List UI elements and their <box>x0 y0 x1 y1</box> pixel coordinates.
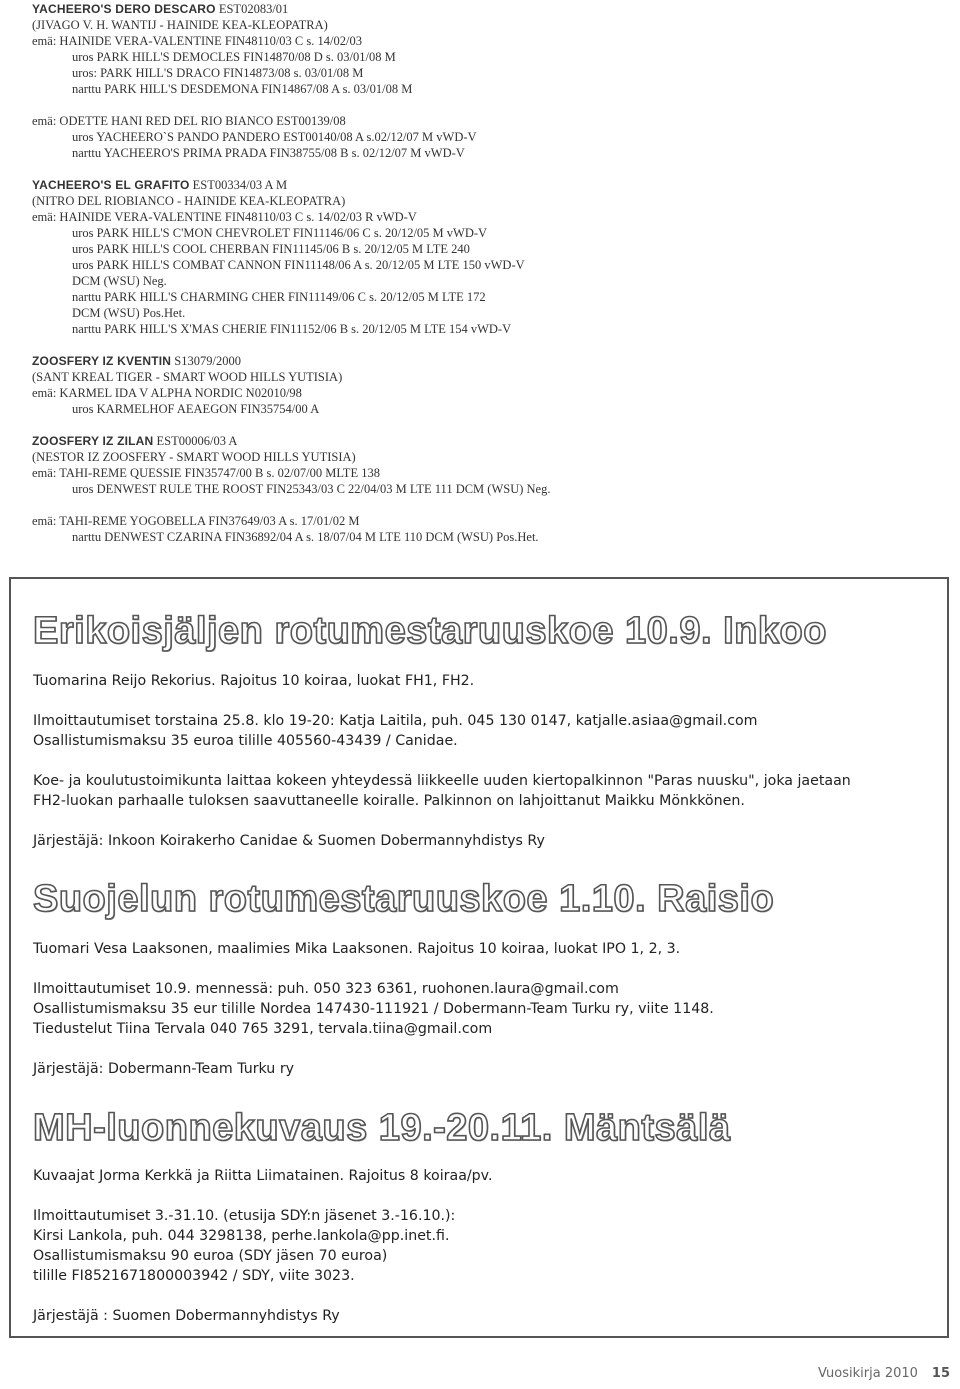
offspring-line: uros PARK HILL'S C'MON CHEVROLET FIN11146/06 C s. 20/12/05 M vWD-V <box>72 226 488 240</box>
event-title: Erikoisjäljen rotumestaruuskoe 10.9. Inkoo <box>33 610 827 652</box>
event-judge-info: Kuvaajat Jorma Kerkkä ja Riitta Liimatainen. Rajoitus 8 koiraa/pv. <box>33 1168 493 1184</box>
event-mantsala <box>33 1106 923 1326</box>
dog-registration: EST00006/03 A <box>156 434 238 448</box>
dog-name: YACHEERO'S DERO DESCARO <box>32 2 216 16</box>
event-registration: Ilmoittautumiset torstaina 25.8. klo 19-20: Katja Laitila, puh. 045 130 0147, katjalle.asiaa@gmail.com <box>33 713 758 729</box>
offspring-line: DCM (WSU) Pos.Het. <box>72 306 186 320</box>
event-account: tilille FI8521671800003942 / SDY, viite 3023. <box>33 1268 355 1284</box>
event-judge-info: Tuomarina Reijo Rekorius. Rajoitus 10 koiraa, luokat FH1, FH2. <box>33 673 475 689</box>
dog-parents: (JIVAGO V. H. WANTIJ - HAINIDE KEA-KLEOPATRA) <box>32 18 328 32</box>
dog-name: ZOOSFERY IZ KVENTIN <box>32 354 172 368</box>
offspring-line: uros PARK HILL'S COOL CHERBAN FIN11145/06 B s. 20/12/05 M LTE 240 <box>72 242 470 256</box>
dog-name: YACHEERO'S EL GRAFITO <box>32 178 190 192</box>
offspring-line: narttu PARK HILL'S X'MAS CHERIE FIN11152/06 B s. 20/12/05 M LTE 154 vWD-V <box>72 322 512 336</box>
event-inkoo <box>33 609 923 851</box>
offspring-line: narttu PARK HILL'S CHARMING CHER FIN11149/06 C s. 20/12/05 M LTE 172 <box>72 290 486 304</box>
publication-name: Vuosikirja 2010 <box>818 1366 918 1381</box>
offspring-line: uros DENWEST RULE THE ROOST FIN25343/03 C 22/04/03 M LTE 111 DCM (WSU) Neg. <box>72 482 551 496</box>
event-inquiries: Tiedustelut Tiina Tervala 040 765 3291, tervala.tiina@gmail.com <box>33 1021 493 1037</box>
event-note: FH2-luokan parhaalle tuloksen saavuttaneelle koiralle. Palkinnon on lahjoittanut Maikku Mönkkönen. <box>33 793 745 809</box>
offspring-line: uros PARK HILL'S DEMOCLES FIN14870/08 D s. 03/01/08 M <box>72 50 396 64</box>
event-organizer: Järjestäjä: Dobermann-Team Turku ry <box>33 1061 295 1077</box>
dam-line: emä: HAINIDE VERA-VALENTINE FIN48110/03 C s. 14/02/03 <box>32 34 362 48</box>
dam-line: emä: TAHI-REME QUESSIE FIN35747/00 B s. 02/07/00 MLTE 138 <box>32 466 380 480</box>
event-organizer: Järjestäjä : Suomen Dobermannyhdistys Ry <box>33 1308 340 1324</box>
dam-line: emä: ODETTE HANI RED DEL RIO BIANCO EST00139/08 <box>32 114 346 128</box>
dog-entry-header <box>32 1 932 17</box>
event-fee: Osallistumismaksu 35 euroa tilille 405560-43439 / Canidae. <box>33 733 458 749</box>
event-note: Koe- ja koulutustoimikunta laittaa kokeen yhteydessä liikkeelle uuden kiertopalkinnon "Paras nuusku", joka jaetaan <box>33 773 851 789</box>
event-title: Suojelun rotumestaruuskoe 1.10. Raisio <box>33 878 775 920</box>
page-number: 15 <box>931 1366 950 1381</box>
event-organizer: Järjestäjä: Inkoon Koirakerho Canidae & Suomen Dobermannyhdistys Ry <box>33 833 545 849</box>
pedigree-listings <box>32 1 932 545</box>
offspring-line: narttu YACHEERO'S PRIMA PRADA FIN38755/08 B s. 02/12/07 M vWD-V <box>72 146 465 160</box>
dog-registration: EST00334/03 A M <box>192 178 288 192</box>
dam-line: emä: KARMEL IDA V ALPHA NORDIC N02010/98 <box>32 386 302 400</box>
event-raisio <box>33 877 923 1079</box>
offspring-line: narttu DENWEST CZARINA FIN36892/04 A s. 18/07/04 M LTE 110 DCM (WSU) Pos.Het. <box>72 530 539 544</box>
event-fee: Osallistumismaksu 90 euroa (SDY jäsen 70 euroa) <box>33 1248 388 1264</box>
dog-entry-header <box>32 433 932 449</box>
dog-registration: S13079/2000 <box>174 354 241 368</box>
event-title: MH-luonnekuvaus 19.-20.11. Mäntsälä <box>33 1107 731 1149</box>
dam-line: emä: TAHI-REME YOGOBELLA FIN37649/03 A s. 17/01/02 M <box>32 514 360 528</box>
offspring-line: DCM (WSU) Neg. <box>72 274 167 288</box>
offspring-line: uros KARMELHOF AEAEGON FIN35754/00 A <box>72 402 320 416</box>
event-contact: Kirsi Lankola, puh. 044 3298138, perhe.lankola@pp.inet.fi. <box>33 1228 450 1244</box>
dog-parents: (NITRO DEL RIOBIANCO - HAINIDE KEA-KLEOPATRA) <box>32 194 346 208</box>
event-fee: Osallistumismaksu 35 eur tilille Nordea 147430-111921 / Dobermann-Team Turku ry, viite 1148. <box>33 1001 714 1017</box>
offspring-line: narttu PARK HILL'S DESDEMONA FIN14867/08 A s. 03/01/08 M <box>72 82 413 96</box>
event-registration: Ilmoittautumiset 3.-31.10. (etusija SDY:n jäsenet 3.-16.10.): <box>33 1208 456 1224</box>
dog-entry-header <box>32 353 932 369</box>
page-footer <box>818 1366 950 1381</box>
dam-line: emä: HAINIDE VERA-VALENTINE FIN48110/03 C s. 14/02/03 R vWD-V <box>32 210 417 224</box>
dog-name: ZOOSFERY IZ ZILAN <box>32 434 154 448</box>
dog-parents: (NESTOR IZ ZOOSFERY - SMART WOOD HILLS YUTISIA) <box>32 450 356 464</box>
offspring-line: uros: PARK HILL'S DRACO FIN14873/08 s. 03/01/08 M <box>72 66 364 80</box>
offspring-line: uros PARK HILL'S COMBAT CANNON FIN11148/06 A s. 20/12/05 M LTE 150 vWD-V <box>72 258 525 272</box>
dog-registration: EST02083/01 <box>218 2 289 16</box>
dog-entry-header <box>32 177 932 193</box>
event-judge-info: Tuomari Vesa Laaksonen, maalimies Mika Laaksonen. Rajoitus 10 koiraa, luokat IPO 1, 2, 3. <box>33 941 681 957</box>
dog-parents: (SANT KREAL TIGER - SMART WOOD HILLS YUTISIA) <box>32 370 343 384</box>
event-registration: Ilmoittautumiset 10.9. mennessä: puh. 050 323 6361, ruohonen.laura@gmail.com <box>33 981 619 997</box>
offspring-line: uros YACHEERO`S PANDO PANDERO EST00140/08 A s.02/12/07 M vWD-V <box>72 130 477 144</box>
